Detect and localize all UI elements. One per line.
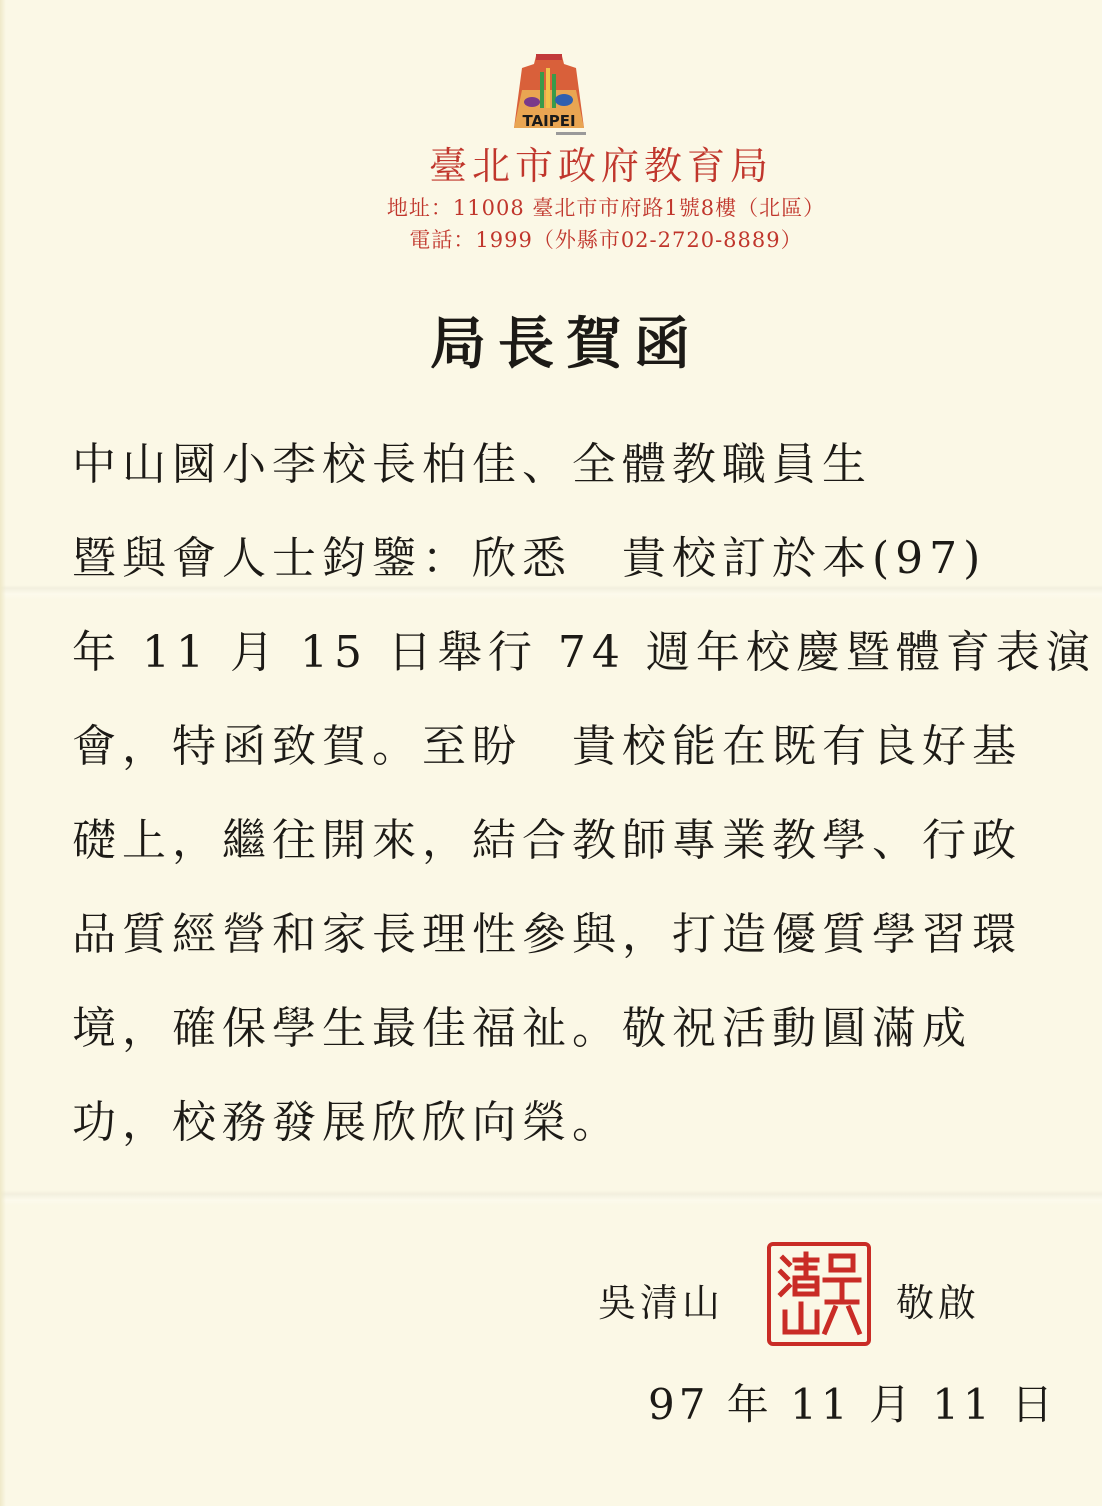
body-line: 礎上，繼往開來，結合教師專業教學、行政 bbox=[72, 815, 1022, 866]
taipei-logo bbox=[506, 50, 592, 142]
letter-date: 97 年 11 月 11 日 bbox=[648, 1380, 1058, 1429]
letterhead bbox=[0, 140, 1102, 256]
signature-block bbox=[560, 1242, 1080, 1352]
body-line: 境，確保學生最佳福祉。敬祝活動圓滿成 bbox=[72, 1003, 972, 1054]
letter-body bbox=[72, 418, 1096, 1170]
logo-wordmark: TAIPEI bbox=[522, 112, 576, 130]
letter-title: 局長賀函 bbox=[430, 312, 702, 377]
address: 地址：11008 臺北市市府路1號8樓（北區） bbox=[386, 196, 826, 220]
signer-name: 吳清山 bbox=[598, 1281, 725, 1325]
body-line: 品質經營和家長理性參與，打造優質學習環 bbox=[72, 909, 1022, 960]
closing-phrase: 敬啟 bbox=[896, 1281, 981, 1325]
body-line: 暨與會人士鈞鑒：欣悉 貴校訂於本(97) bbox=[72, 533, 987, 584]
body-line: 年 11 月 15 日舉行 74 週年校慶暨體育表演 bbox=[72, 627, 1096, 678]
seal-stamp bbox=[767, 1242, 871, 1346]
org-name: 臺北市政府教育局 bbox=[428, 144, 773, 188]
phone: 電話：1999（外縣市02-2720-8889） bbox=[409, 228, 803, 252]
body-line: 功，校務發展欣欣向榮。 bbox=[72, 1097, 622, 1148]
body-line: 會，特函致賀。至盼 貴校能在既有良好基 bbox=[72, 721, 1022, 772]
body-line: 中山國小李校長柏佳、全體教職員生 bbox=[72, 439, 872, 490]
